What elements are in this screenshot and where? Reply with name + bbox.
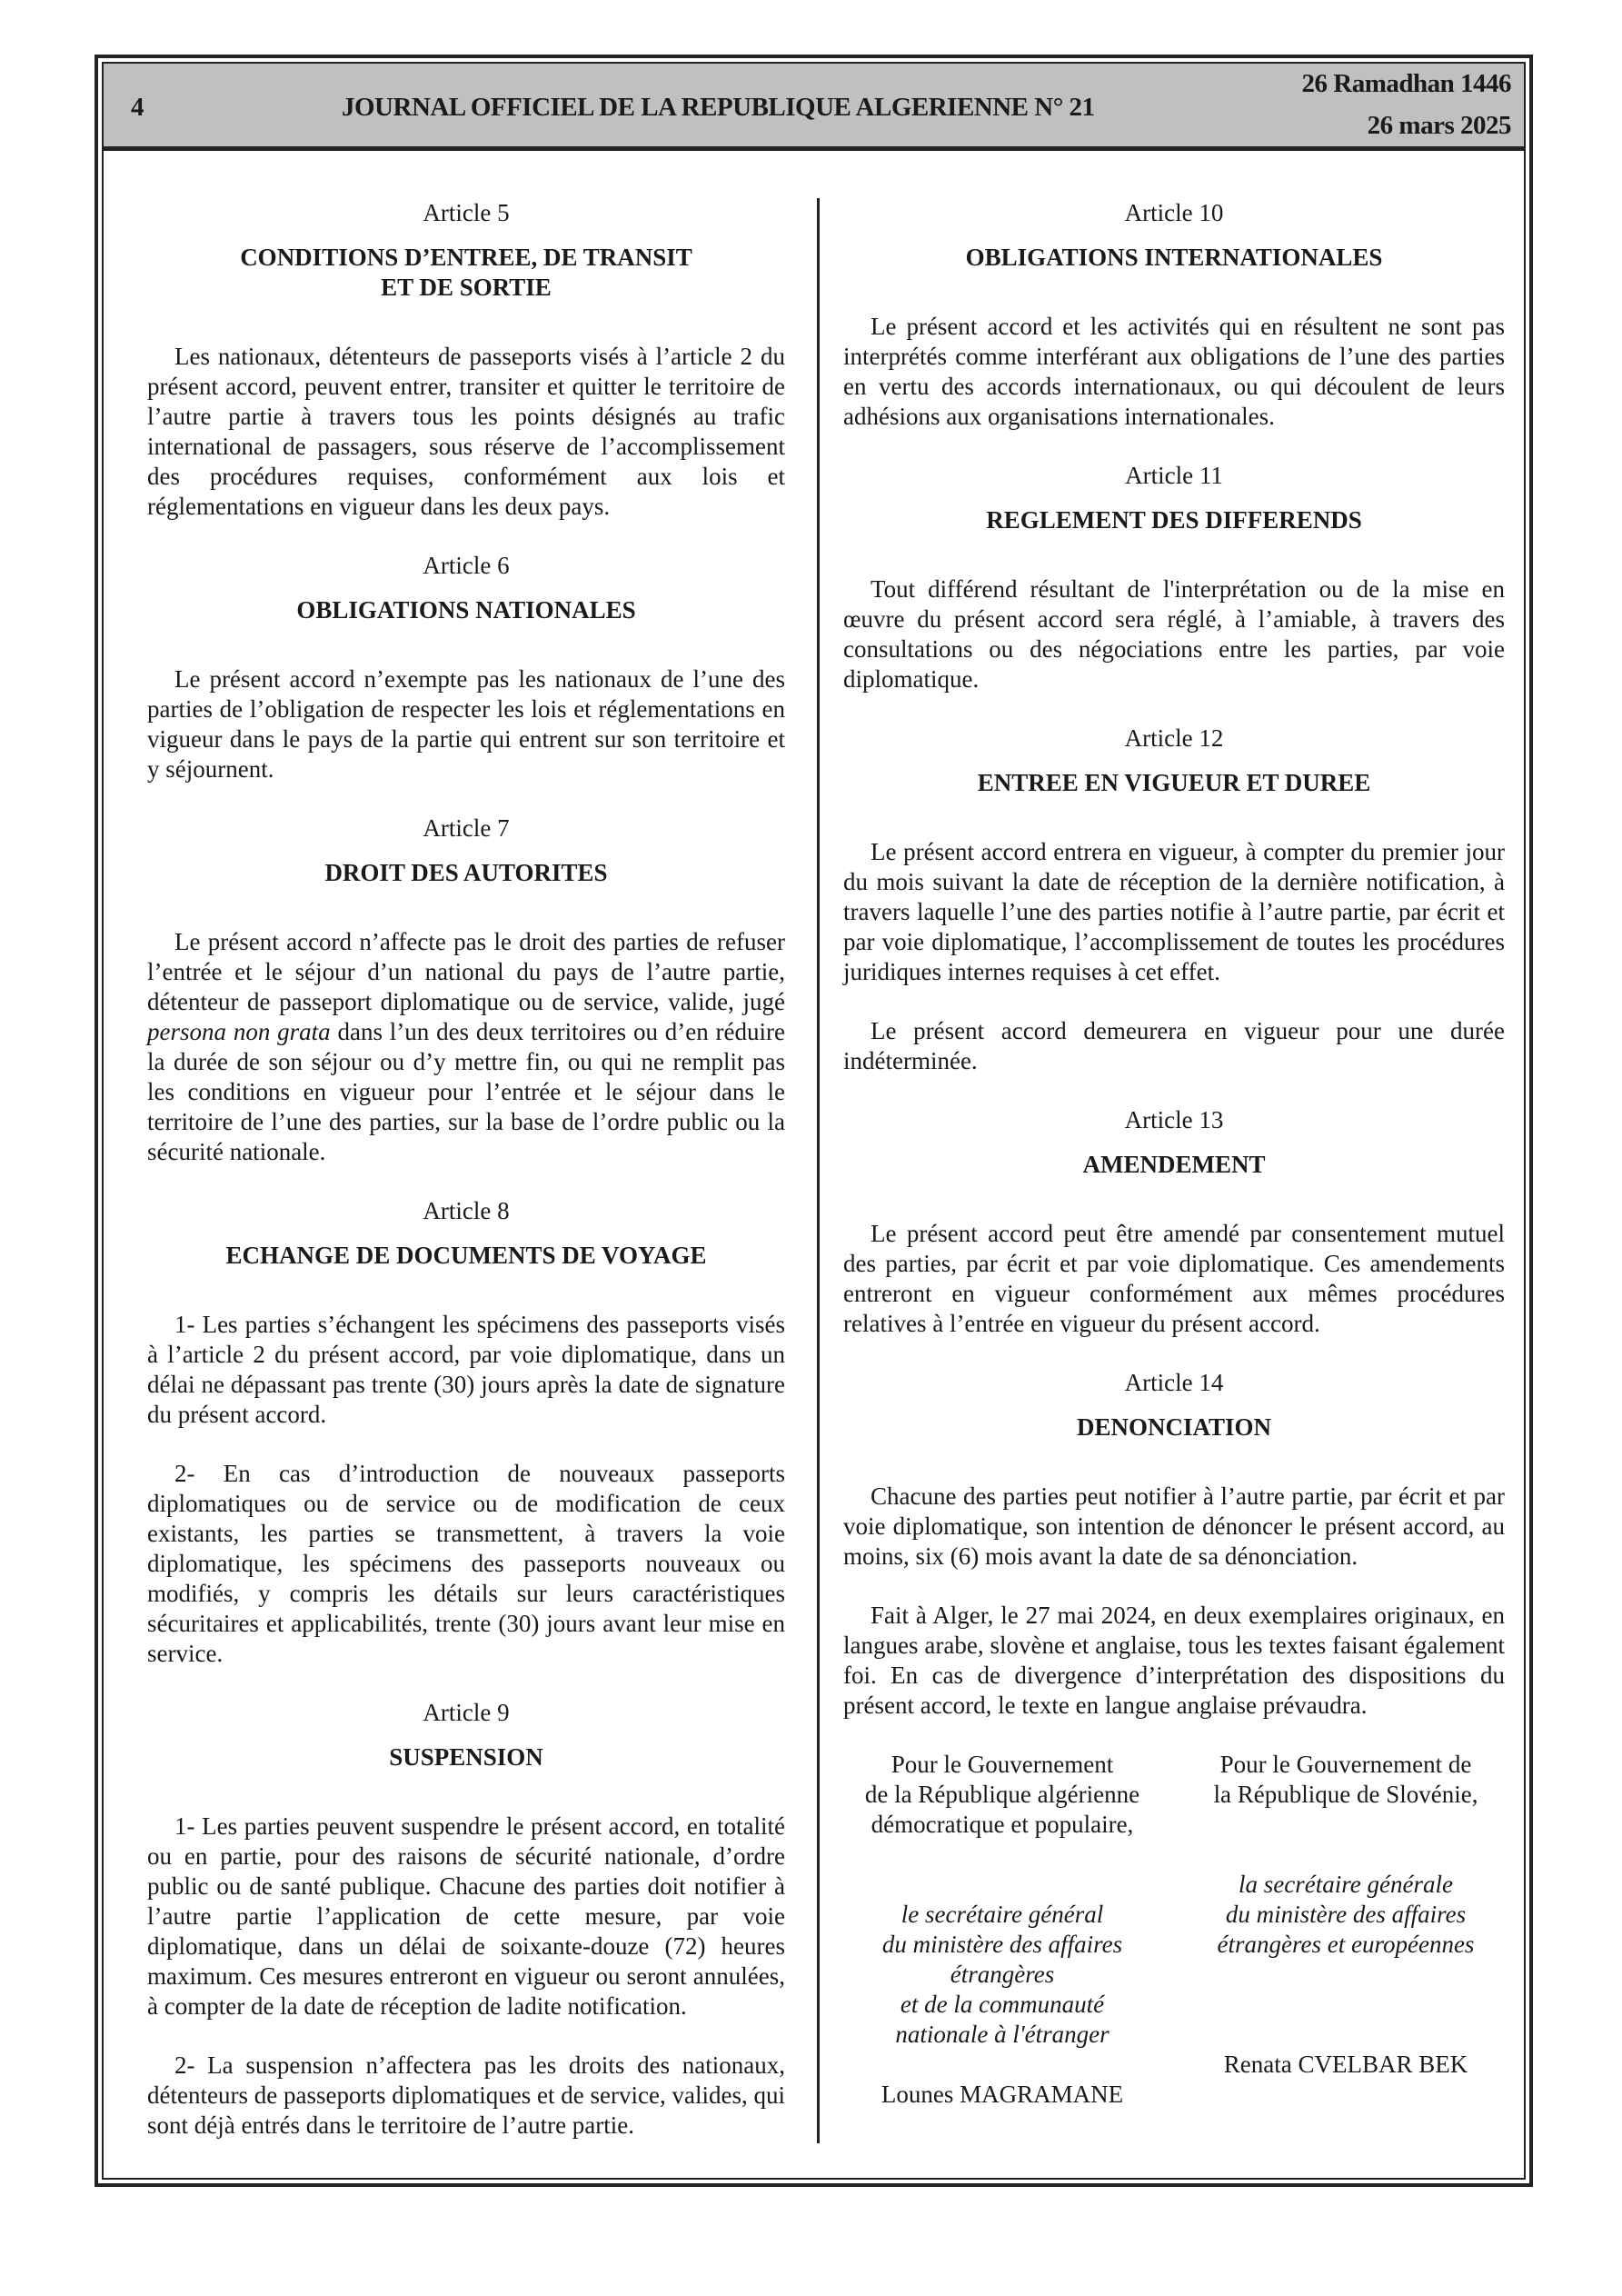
- article-title-line: DENONCIATION: [1076, 1413, 1272, 1441]
- hijri-date: 26 Ramadhan 1446: [1301, 69, 1511, 98]
- article-number: Article 10: [1124, 199, 1224, 226]
- paragraph-text: 2- En cas d’introduction de nouveaux passeports diplomatiques ou de service ou de modification de ceux existants, les parties se transmettent, à travers la voie diplomatique, les spécimens des passeports nouveaux ou modifiés, y compris les détails sur leurs caractéristiques sécuritaires et applicabilités, trente (30) jours avant leur mise en service.: [147, 1460, 785, 1667]
- role-line: le secrétaire général: [901, 1901, 1104, 1928]
- role-line: étrangères: [950, 1961, 1055, 1988]
- article-number: Article 9: [423, 1699, 510, 1726]
- government-line: Pour le Gouvernement de: [1219, 1751, 1472, 1778]
- signatory-role: [843, 1900, 1161, 2050]
- article-title-line: DROIT DES AUTORITES: [324, 859, 608, 886]
- article-section: [843, 198, 1505, 432]
- paragraph-text: 2- La suspension n’affectera pas les droits des nationaux, détenteurs de passeports diplomatiques et de service, valides, qui sont déjà entrés dans le territoire de l’autre partie.: [147, 2051, 785, 2139]
- article-paragraph: [147, 1310, 785, 1430]
- article-paragraph: [843, 574, 1505, 694]
- article-paragraph: [147, 1459, 785, 1669]
- government-line: Pour le Gouvernement: [891, 1751, 1114, 1778]
- signatory: [1187, 1750, 1505, 2110]
- signatory-name: Lounes MAGRAMANE: [881, 2081, 1124, 2108]
- signatory-government: [1187, 1750, 1505, 1810]
- article-title-line: OBLIGATIONS INTERNATIONALES: [965, 244, 1383, 271]
- right-column: [843, 198, 1505, 2110]
- signatory-role: [1187, 1870, 1505, 2020]
- article-paragraph: [147, 2051, 785, 2141]
- article-title-line: ET DE SORTIE: [381, 274, 552, 301]
- article-number: Article 7: [423, 814, 510, 842]
- article-title-line: SUSPENSION: [389, 1743, 543, 1771]
- paragraph-text: Chacune des parties peut notifier à l’autre partie, par écrit et par voie diplomatique, son intention de dénoncer le présent accord, au moins, six (6) mois avant la date de sa dénonciation.: [843, 1482, 1505, 1570]
- article-paragraph: [843, 1482, 1505, 1572]
- article-section: [843, 724, 1505, 1076]
- paragraph-text: Le présent accord n’affecte pas le droit des parties de refuser l’entrée et le séjour d’un national du pays de l’autre partie, détenteur de passeport diplomatique ou de service, valide, jugé: [147, 928, 785, 1015]
- paragraph-text: Les nationaux, détenteurs de passeports visés à l’article 2 du présent accord, peuvent entrer, transiter et quitter le territoire de l’autre partie à travers tous les points désignés au trafic international de passagers, sous réserve de l’accomplissement des procédures requises, conformément aux lois et réglementations en vigueur dans les deux pays.: [147, 343, 785, 520]
- role-line: du ministère des affaires: [1225, 1901, 1467, 1928]
- article-title: [147, 595, 785, 625]
- paragraph-text: Le présent accord peut être amendé par consentement mutuel des parties, par écrit et par voie diplomatique. Ces amendements entreront en vigueur conformément aux mêmes procédures relatives à l’entrée en vigueur du présent accord.: [843, 1220, 1505, 1337]
- article-section: [147, 1698, 785, 2141]
- paragraph-text: Le présent accord n’exempte pas les nationaux de l’une des parties de l’obligation de respecter les lois et réglementations en vigueur dans le pays de la partie qui entrent sur son territoire et y séjournent.: [147, 665, 785, 783]
- paragraph-text: 1- Les parties s’échangent les spécimens des passeports visés à l’article 2 du présent accord, par voie diplomatique, dans un délai ne dépassant pas trente (30) jours après la date de signature du présent accord.: [147, 1311, 785, 1428]
- article-paragraph: [843, 1601, 1505, 1721]
- article-title: [843, 768, 1505, 798]
- column-divider: [817, 198, 820, 2143]
- article-paragraph: [843, 312, 1505, 432]
- role-line: nationale à l'étranger: [895, 2021, 1110, 2048]
- article-title-line: REGLEMENT DES DIFFERENDS: [986, 506, 1362, 534]
- article-section: [147, 1196, 785, 1669]
- journal-header: [104, 64, 1524, 151]
- article-title: [147, 858, 785, 888]
- article-paragraph: [147, 927, 785, 1167]
- paragraph-text: Le présent accord entrera en vigueur, à compter du premier jour du mois suivant la date de réception de la dernière notification, à travers laquelle l’une des parties notifie à l’autre partie, par écrit et par voie diplomatique, l’accomplissement de toutes les procédures juridiques internes requises à cet effet.: [843, 838, 1505, 985]
- journal-title: JOURNAL OFFICIEL DE LA REPUBLIQUE ALGERIENNE N° 21: [342, 93, 1095, 122]
- role-line: et de la communauté: [900, 1991, 1105, 2018]
- article-number: Article 6: [423, 552, 510, 579]
- article-title-line: ENTREE EN VIGUEUR ET DUREE: [977, 769, 1371, 796]
- paragraph-text: Le présent accord et les activités qui en résultent ne sont pas interprétés comme interférant aux obligations de l’une des parties en vertu des accords internationaux, ou qui découlent de leurs adhésions aux organisations internationales.: [843, 313, 1505, 430]
- role-line: étrangères et européennes: [1217, 1931, 1475, 1958]
- article-title-line: CONDITIONS D’ENTREE, DE TRANSIT: [240, 244, 692, 271]
- paragraph-text: Tout différend résultant de l'interprétation ou de la mise en œuvre du présent accord sera réglé, à l’amiable, à travers des consultations ou des négociations entre les parties, par voie diplomatique.: [843, 575, 1505, 693]
- role-line: la secrétaire générale: [1239, 1871, 1453, 1898]
- article-section: [843, 461, 1505, 694]
- article-title: [147, 1241, 785, 1271]
- article-section: [147, 551, 785, 784]
- article-paragraph: [843, 1016, 1505, 1076]
- article-number: Article 11: [1125, 462, 1223, 489]
- article-title: [147, 243, 785, 303]
- paragraph-text: Fait à Alger, le 27 mai 2024, en deux exemplaires originaux, en langues arabe, slovène et anglaise, tous les textes faisant également foi. En cas de divergence d’interprétation des dispositions du présent accord, le texte en langue anglaise prévaudra.: [843, 1602, 1505, 1719]
- government-line: la République de Slovénie,: [1213, 1781, 1478, 1808]
- article-paragraph: [147, 342, 785, 522]
- article-number: Article 8: [423, 1197, 510, 1224]
- article-number: Article 12: [1124, 724, 1224, 752]
- government-line: de la République algérienne: [864, 1781, 1140, 1808]
- signature-block: [843, 1750, 1505, 2110]
- signatory-government: [843, 1750, 1161, 1840]
- article-paragraph: [843, 1219, 1505, 1339]
- article-title-line: AMENDEMENT: [1082, 1151, 1266, 1178]
- article-section: [843, 1368, 1505, 1721]
- paragraph-text: dans l’un des deux territoires ou d’en réduire la durée de son séjour ou d’y mettre fin, ou qui ne remplit pas les conditions en vigueur pour l’entrée et le séjour dans le territoire de l’une des parties, sur la base de l’ordre public ou la sécurité nationale.: [147, 1018, 785, 1165]
- paragraph-text: 1- Les parties peuvent suspendre le présent accord, en totalité ou en partie, pour des raisons de sécurité nationale, d’ordre public ou de santé publique. Chacune des parties doit notifier à l’autre partie l’application de cette mesure, par voie diplomatique, dans un délai de soixante-douze (72) heures maximum. Ces mesures entreront en vigueur ou seront annulées, à compter de la date de réception de ladite notification.: [147, 1812, 785, 2020]
- article-paragraph: [147, 1812, 785, 2021]
- article-title: [843, 1413, 1505, 1442]
- page-number: 4: [131, 93, 144, 122]
- article-title: [843, 243, 1505, 273]
- right-articles: [843, 198, 1505, 1721]
- paragraph-text: Le présent accord demeurera en vigueur pour une durée indéterminée.: [843, 1017, 1505, 1074]
- article-title-line: ECHANGE DE DOCUMENTS DE VOYAGE: [225, 1242, 707, 1269]
- left-column: [147, 198, 785, 2170]
- article-number: Article 14: [1124, 1369, 1224, 1396]
- article-paragraph: [147, 664, 785, 784]
- signatory-name: Renata CVELBAR BEK: [1223, 2051, 1468, 2078]
- signatory: [843, 1750, 1161, 2110]
- role-line: du ministère des affaires: [881, 1931, 1123, 1958]
- government-line: démocratique et populaire,: [871, 1811, 1134, 1838]
- article-title: [843, 505, 1505, 535]
- article-paragraph: [843, 837, 1505, 987]
- article-section: [147, 814, 785, 1167]
- article-number: Article 5: [423, 199, 510, 226]
- article-section: [843, 1105, 1505, 1339]
- article-title-line: OBLIGATIONS NATIONALES: [296, 596, 636, 624]
- article-number: Article 13: [1124, 1106, 1224, 1133]
- article-title: [843, 1150, 1505, 1180]
- article-title: [147, 1742, 785, 1772]
- gregorian-date: 26 mars 2025: [1367, 111, 1511, 140]
- italic-term: persona non grata: [147, 1018, 331, 1045]
- article-section: [147, 198, 785, 522]
